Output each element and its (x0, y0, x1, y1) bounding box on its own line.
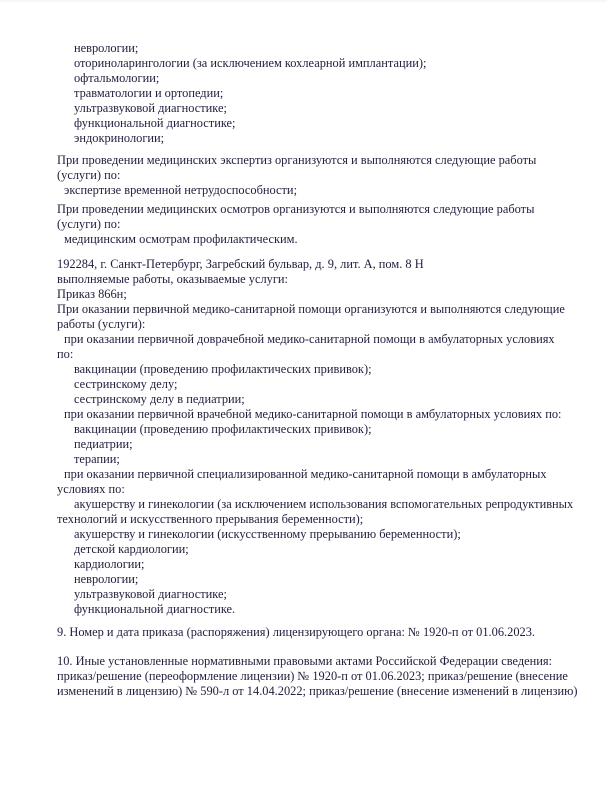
text-line: При проведении медицинских осмотров организуются и выполняются следующие работы (57, 202, 535, 216)
text-line: кардиологии; (74, 557, 145, 571)
text-line: медицинским осмотрам профилактическим. (64, 232, 298, 246)
text-line: неврологии; (74, 41, 139, 55)
text-line: функциональной диагностике. (74, 602, 236, 616)
text-line: педиатрии; (74, 437, 133, 451)
text-line: Приказ 866н; (57, 287, 127, 301)
text-line: акушерству и гинекологии (за исключением использования вспомогательных репродуктивных (74, 497, 574, 511)
text-line: эндокринологии; (74, 131, 165, 145)
text-line: сестринскому делу в педиатрии; (74, 392, 245, 406)
text-line: офтальмологии; (74, 71, 160, 85)
text-line: сестринскому делу; (74, 377, 178, 391)
text-line: условиях по: (57, 482, 125, 496)
text-line: 10. Иные установленные нормативными правовыми актами Российской Федерации сведения: (57, 654, 553, 668)
text-line: вакцинации (проведению профилактических прививок); (74, 362, 372, 376)
text-line: изменений в лицензию) № 590-л от 14.04.2022; приказ/решение (внесение изменений в лицензию) (57, 684, 578, 698)
text-line: приказ/решение (переоформление лицензии) № 1920-п от 01.06.2023; приказ/решение (внесение (57, 669, 568, 683)
text-line: работы (услуги): (57, 317, 146, 331)
text-line: по: (57, 347, 74, 361)
text-line: При оказании первичной медико-санитарной помощи организуются и выполняются следующие (57, 302, 565, 316)
text-line: (услуги) по: (57, 217, 121, 231)
text-line: ультразвуковой диагностике; (74, 587, 227, 601)
text-line: при оказании первичной доврачебной медико-санитарной помощи в амбулаторных условиях (64, 332, 555, 346)
text-line: оториноларингологии (за исключением кохлеарной имплантации); (74, 56, 427, 70)
text-line: детской кардиологии; (74, 542, 189, 556)
text-line: экспертизе временной нетрудоспособности; (64, 183, 298, 197)
text-line: технологий и искусственного прерывания беременности); (57, 512, 364, 526)
text-line: (услуги) по: (57, 168, 121, 182)
text-line: выполняемые работы, оказываемые услуги: (57, 272, 289, 286)
text-line: травматологии и ортопедии; (74, 86, 224, 100)
text-line: При проведении медицинских экспертиз организуются и выполняются следующие работы (57, 153, 537, 167)
text-line: 9. Номер и дата приказа (распоряжения) лицензирующего органа: № 1920-п от 01.06.2023. (57, 625, 536, 639)
text-line: функциональной диагностике; (74, 116, 236, 130)
text-line: акушерству и гинекологии (искусственному прерыванию беременности); (74, 527, 461, 541)
document-body (57, 41, 578, 699)
text-line: при оказании первичной врачебной медико-санитарной помощи в амбулаторных условиях по: (64, 407, 562, 421)
text-line: ультразвуковой диагностике; (74, 101, 227, 115)
text-line: вакцинации (проведению профилактических прививок); (74, 422, 372, 436)
text-line: 192284, г. Санкт-Петербург, Загребский бульвар, д. 9, лит. А, пом. 8 Н (57, 257, 424, 271)
page-top-edge (0, 0, 607, 2)
text-line: при оказании первичной специализированной медико-санитарной помощи в амбулаторных (64, 467, 547, 481)
text-line: терапии; (74, 452, 120, 466)
text-line: неврологии; (74, 572, 139, 586)
